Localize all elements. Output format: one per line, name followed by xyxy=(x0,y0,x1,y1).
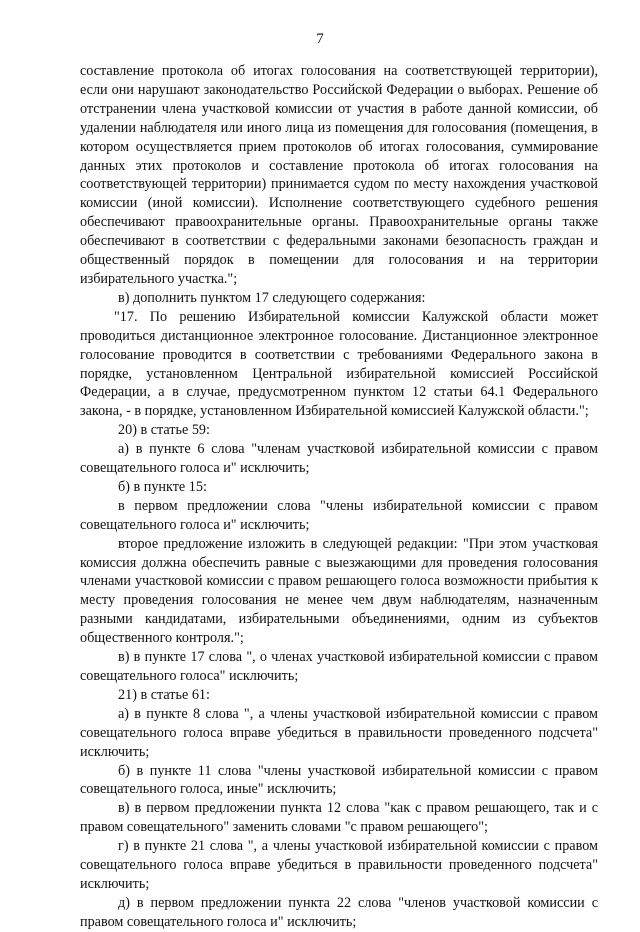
paragraph-item-v: в) дополнить пунктом 17 следующего содержания: xyxy=(118,289,426,306)
paragraph-item-21a: а) в пункте 8 слова ", а члены участковой избирательной комиссии с правом совещательного голоса вправе убедиться в правильности проведенного подсчета" исключить; xyxy=(80,705,598,760)
paragraph-second-sentence: второе предложение изложить в следующей редакции: "При этом участковая комиссия должна обеспечить равные с выезжающими для проведения голосования членами участковой комиссии с правом решающего голоса возможности прибытия к месту проведения голосования не менее чем двум наблюдателям, назначенным разными кандидатами, избирательными объединениями, одним из субъектов общественного контроля."; xyxy=(80,535,598,647)
document-body xyxy=(80,62,598,932)
paragraph-item-21b: б) в пункте 11 слова "члены участковой избирательной комиссии с правом совещательного голоса, иные" исключить; xyxy=(80,762,598,798)
paragraph-continuation: составление протокола об итогах голосования на соответствующей территории), если они нарушают законодательство Российской Федерации о выборах. Решение об отстранении члена участковой комиссии от участия в работе данной комиссии, об удалении наблюдателя или иного лица из помещения для голосования (помещения, в котором осуществляется прием протоколов об итогах голосования, суммирование данных этих протоколов и составление протокола об итогах голосования на соответствующей территории) принимается судом по месту нахождения участковой комиссии (иной комиссии). Исполнение соответствующего судебного решения обеспечивают правоохранительные органы. Правоохранительные органы также обеспечивают в соответствии с федеральными законами безопасность граждан и общественный порядок в помещении для голосования и на территории избирательного участка."; xyxy=(80,63,598,287)
paragraph-item-20a: а) в пункте 6 слова "членам участковой избирательной комиссии с правом совещательного голоса и" исключить; xyxy=(80,441,598,477)
paragraph-item-20: 20) в статье 59: xyxy=(118,422,210,439)
paragraph-item-21d: д) в первом предложении пункта 22 слова "членов участковой комиссии с правом совещательного голоса и" исключить; xyxy=(80,894,598,930)
paragraph-point-17: "17. По решению Избирательной комиссии Калужской области может проводиться дистанционное электронное голосование. Дистанционное электронное голосование проводится в соответствии с требованиями Федерального закона в порядке, установленном Центральной избирательной комиссией Российской Федерации, а в случае, предусмотренном пунктом 12 статьи 64.1 Федерального закона, - в порядке, установленном Избирательной комиссией Калужской области."; xyxy=(80,308,598,420)
page-number: 7 xyxy=(316,31,324,47)
paragraph-item-20v: в) в пункте 17 слова ", о членах участковой избирательной комиссии с правом совещательного голоса" исключить; xyxy=(80,649,598,684)
paragraph-item-21v: в) в первом предложении пункта 12 слова "как с правом решающего, так и с правом совещательного" заменить словами "с правом решающего"; xyxy=(80,800,598,836)
paragraph-item-20b: б) в пункте 15: xyxy=(118,478,207,495)
paragraph-item-21: 21) в статье 61: xyxy=(118,686,210,703)
paragraph-first-sentence: в первом предложении слова "члены избирательной комиссии с правом совещательного голоса и" исключить; xyxy=(80,497,598,533)
paragraph-item-21g: г) в пункте 21 слова ", а члены участковой избирательной комиссии с правом совещательного голоса вправе убедиться в правильности проведенного подсчета" исключить; xyxy=(80,838,598,892)
